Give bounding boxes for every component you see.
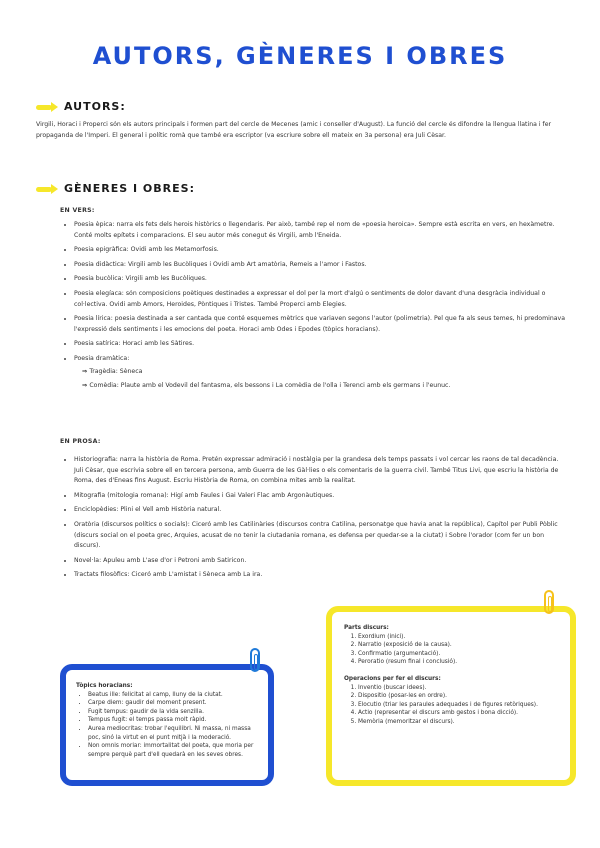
list-item: • Carpe diem: gaudir del moment present. (88, 699, 258, 708)
list-item: ⇒ Tragèdia: Sèneca (82, 367, 566, 378)
dramatica-label: Poesia dramàtica: (74, 354, 130, 362)
ops-heading: Operacions per fer el discurs: (344, 675, 441, 682)
list-item: • Poesia satírica: Horaci amb les Sàtires. (74, 339, 566, 350)
prosa-list (62, 455, 566, 585)
list-item: 3. Confirmatio (argumentació). (358, 650, 558, 659)
parts-list (344, 633, 558, 667)
list-item: • Enciclopèdies: Plini el Vell amb Història natural. (74, 505, 566, 516)
list-item: • Tractats filosòfics: Ciceró amb L'amistat i Sèneca amb La ira. (74, 570, 566, 581)
list-item: • Mitografia (mitologia romana): Higí amb Faules i Gai Valeri Flac amb Argonàutiques. (74, 491, 566, 502)
discurs-box (326, 606, 576, 786)
list-item: • Beatus ille: felicitat al camp, lluny de la ciutat. (88, 691, 258, 700)
list-item: • Oratòria (discursos polítics o socials): Ciceró amb les Catilinàries (discursos contra Catilina, personatge que havia anat la república), Capítol per Publi Pòblic (discurs social on el poeta grec, Arquies, acusat de no tenir la ciutadania romana, es defensa per quedar-se a la ciutat) i Sobre l'orador (com fer un bon discurs). (74, 520, 566, 552)
arrow-icon (36, 185, 58, 193)
list-item: 1. Inventio (buscar idees). (358, 684, 558, 693)
list-item: • Aurea mediocritas: trobar l'equilibri. Ni massa, ni massa poc, sinó la virtut en el punt mitjà i la moderació. (88, 725, 258, 742)
list-item: 1. Exordium (inici). (358, 633, 558, 642)
list-item: 3. Elocutio (triar les paraules adequades i de figures retòriques). (358, 701, 558, 710)
list-item: • Novel·la: Apuleu amb L'ase d'or i Petroni amb Satiricon. (74, 556, 566, 567)
list-item: 4. Actio (representar el discurs amb gestos i bona dicció). (358, 709, 558, 718)
list-item: ⇒ Comèdia: Plaute amb el Vodevil del fantasma, els bessons i La comèdia de l'olla i Terenci amb els germans i l'eunuc. (82, 381, 566, 392)
paperclip-icon (250, 648, 260, 672)
list-item: 2. Dispositio (posar-les en ordre). (358, 692, 558, 701)
list-item: 4. Peroratio (resum final i conclusió). (358, 658, 558, 667)
list-item: • Tempus fugit: el temps passa molt ràpid. (88, 716, 258, 725)
list-item: • Poesia didàctica: Virgili amb les Bucòliques i Ovidi amb Art amatòria, Remeis a l'amor i Fastos. (74, 260, 566, 271)
list-item: 5. Memòria (memoritzar el discurs). (358, 718, 558, 727)
parts-heading: Parts discurs: (344, 625, 389, 631)
vers-list (62, 220, 566, 396)
vers-label: EN VERS: (60, 207, 95, 214)
generes-heading-row (36, 182, 195, 195)
list-item: • Poesia èpica: narra els fets dels herois històrics o llegendaris. Per això, també rep el nom de «poesia heroica». Sempre està escrita en vers, en hexàmetre. Conté molts epítets i comparacions. El seu autor més conegut és Virgili, amb l'Eneida. (74, 220, 566, 241)
list-item: • Poesia epigràfica: Ovidi amb les Metamorfosis. (74, 245, 566, 256)
autors-heading: AUTORS: (64, 100, 126, 113)
list-item: • Historiografia: narra la història de Roma. Pretén expressar admiració i nostàlgia per la grandesa dels temps passats i vol cercar les raons de tal decadència. Juli Cèsar, que escrivia sobre ell en tercera persona, amb Guerra de les Gàl·lies o els comentaris de la guerra civil. També Titus Livi, que escriu la història de Roma, des d'Eneas fins August. Escriu Història de Roma, on combina mites amb la realitat. (74, 455, 566, 487)
dramatica-sublist (82, 367, 566, 392)
topics-heading: Tòpics horacians: (76, 683, 133, 689)
list-item (74, 354, 566, 392)
list-item: • Poesia elegíaca: són composicions poètiques destinades a expressar el dol per la mort d'algú o sentiments de dolor davant d'una desgràcia individual o col·lectiva. Ovidi amb Amors, Heroides, Pòntiques i Tristes. També Properci amb Elegies. (74, 289, 566, 310)
autors-heading-row (36, 100, 126, 113)
arrow-icon (36, 103, 58, 111)
ops-list (344, 684, 558, 727)
list-item: • Poesia lírica: poesia destinada a ser cantada que conté esquemes mètrics que variaven segons l'autor (polimetria). Pel que fa als seus temes, hi predominava l'expressió dels sentiments i les emocions del poeta. Horaci amb Odes i Epodes (tòpics horacians). (74, 314, 566, 335)
prosa-label: EN PROSA: (60, 438, 101, 445)
paperclip-icon (544, 590, 554, 614)
list-item: • Fugit tempus: gaudir de la vida senzilla. (88, 708, 258, 717)
topics-list (76, 691, 258, 760)
generes-heading: GÈNERES I OBRES: (64, 182, 195, 195)
page-title: AUTORS, GÈNERES I OBRES (92, 42, 508, 70)
list-item: • Poesia bucòlica: Virgili amb les Bucòliques. (74, 274, 566, 285)
autors-paragraph: Virgili, Horaci i Properci són els autors principals i formen part del cercle de Mecenes (amic i conseller d'August). La funció del cercle és difondre la llengua llatina i fer propaganda de l'Imperi. El general i polític romà que també era escriptor (va escriure sobre ell mateix en 3a persona) era Juli Cèsar. (36, 121, 552, 139)
list-item: 2. Narratio (exposició de la causa). (358, 641, 558, 650)
list-item: • Non omnis moriar: immortalitat del poeta, que moria per sempre perquè part d'ell quedarà en les seves obres. (88, 742, 258, 759)
topics-box (60, 664, 274, 786)
